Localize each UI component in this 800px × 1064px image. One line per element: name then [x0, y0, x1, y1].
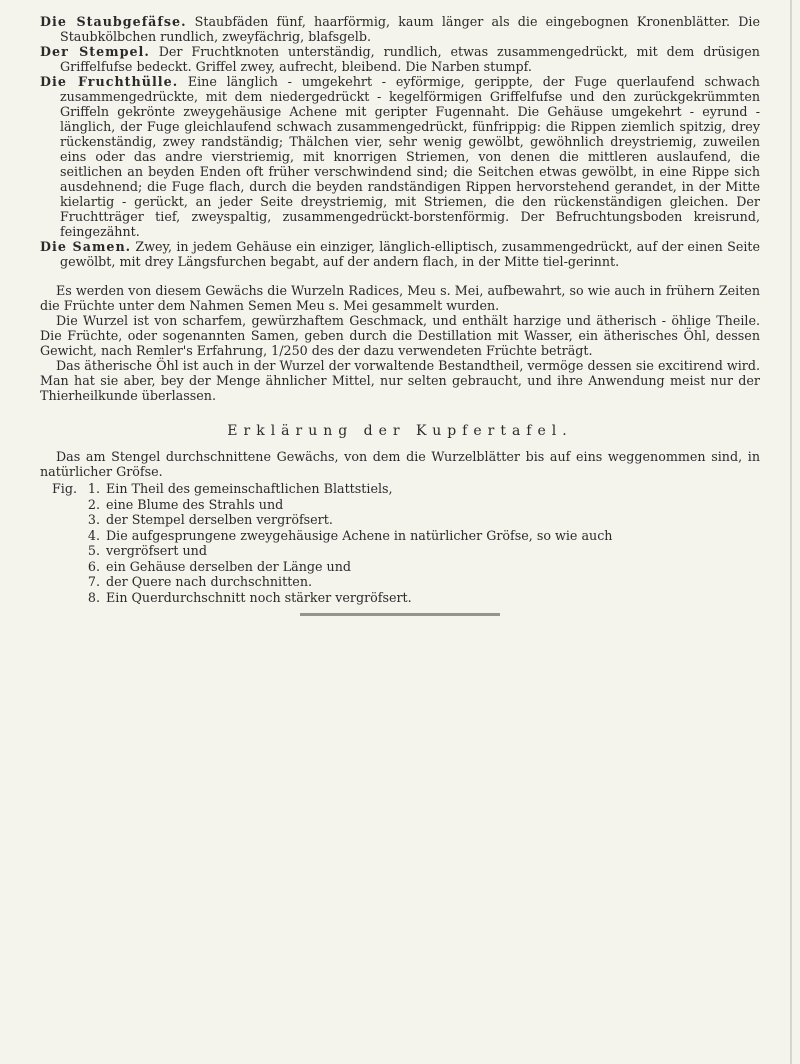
body-paragraph: Die Wurzel ist von scharfem, gewürzhaftem Geschmack, und enthält harzige und ätherisch - öhlige Theile. Die Früchte, oder sogenannten Samen, geben durch die Destillation mit Wasser, ein ätherisches Öhl, dessen Gewicht, nach Remler's Erfahrung, 1/250 des der dazu verwendeten Früchte beträgt. [40, 313, 760, 358]
figure-number: 1. [87, 481, 100, 496]
figure-text: der Quere nach durchschnitten. [106, 574, 313, 589]
section-lead: Die Samen. [40, 239, 132, 254]
figure-text: vergröfsert und [106, 543, 207, 558]
figure-item [52, 590, 760, 606]
section-stempel [40, 44, 760, 74]
plate-heading: Erklärung der Kupfertafel. [227, 423, 573, 439]
section-lead: Der Stempel. [40, 44, 150, 59]
figure-list [40, 481, 760, 605]
figure-label [52, 559, 80, 575]
section-text: Eine länglich - umgekehrt - eyförmige, gerippte, der Fuge querlaufend schwach zusammengedrückte, mit dem niedergedrückt - kegelförmigen Griffelfufse und den zurückgekrümmten Griffeln gekrönte zweygehäusige Achene mit geripter Fugennaht. Die Gehäuse umgekehrt - eyrund - länglich, der Fuge gleichlaufend schwach zusammengedrückt, fünfrippig: die Rippen ziemlich spitzig, drey rückenständig, zwey randständig; Thälchen vier, sehr wenig gewölbt, gewöhnlich dreystriemig, zuweilen eins oder das andre vierstriemig, mit knorrigen Striemen, von denen die mittleren auslaufend, die seitlichen an beyden Enden oft früher verschwindend sind; die Seitchen etwas gewölbt, in eine Rippe sich ausdehnend; die Fuge flach, durch die beyden randständigen Rippen hervorstehend gerandet, in der Mitte kielartig - gerückt, an jeder Seite dreystriemig, mit Striemen, die den rückenständigen gleichen. Der Fruchtträger tief, zweyspaltig, zusammengedrückt-borstenförmig. Der Befruchtungsboden kreisrund, feingezähnt. [60, 74, 760, 239]
explanation-intro: Das am Stengel durchschnittene Gewächs, von dem die Wurzelblätter bis auf eins weggenommen sind, in natürlicher Gröfse. [40, 449, 760, 479]
section-text: Der Fruchtknoten unterständig, rundlich, etwas zusammengedrückt, mit dem drüsigen Griffelfufse bedeckt. Griffel zwey, aufrecht, bleibend. Die Narben stumpf. [60, 44, 760, 74]
section-text: Staubfäden fünf, haarförmig, kaum länger als die eingebognen Kronenblätter. Die Staubkölbchen rundlich, zweyfächrig, blafsgelb. [60, 14, 760, 44]
figure-text: Ein Theil des gemeinschaftlichen Blattstiels, [106, 481, 393, 496]
figure-number: 2. [87, 496, 100, 512]
figure-label [52, 512, 80, 528]
figure-label [52, 543, 80, 559]
page-edge [790, 0, 792, 1064]
figure-item [52, 528, 760, 544]
section-text: Zwey, in jedem Gehäuse ein einziger, länglich-elliptisch, zusammengedrückt, auf der einen Seite gewölbt, mit drey Längsfurchen begabt, auf der andern flach, in der Mitte tiel-gerinnt. [60, 239, 760, 269]
figure-item [52, 574, 760, 590]
figure-text: Die aufgesprungene zweygehäusige Achene in natürlicher Gröfse, so wie auch [106, 527, 613, 543]
figure-label [52, 574, 80, 590]
figure-text: der Stempel derselben vergröfsert. [106, 512, 333, 527]
figure-label [52, 497, 80, 513]
section-lead: Die Fruchthülle. [40, 74, 179, 89]
body-paragraph: Das ätherische Öhl ist auch in der Wurzel der vorwaltende Bestandtheil, vermöge dessen sie excitirend wird. Man hat sie aber, bey der Menge ähnlicher Mittel, nur selten gebraucht, und ihre Anwendung meist nur der Thierheilkunde überlassen. [40, 358, 760, 403]
figure-item [52, 543, 760, 559]
figure-number: 3. [87, 512, 100, 527]
figure-item [52, 559, 760, 575]
section-fruchthuelle [40, 74, 760, 239]
section-staubgefaesse [40, 14, 760, 44]
figure-label [52, 590, 80, 606]
figure-text: Ein Querdurchschnitt noch stärker vergröfsert. [106, 589, 412, 605]
figure-item [52, 512, 760, 528]
figure-text: eine Blume des Strahls und [106, 496, 284, 512]
body-paragraph: Es werden von diesem Gewächs die Wurzeln Radices, Meu s. Mei, aufbewahrt, so wie auch in frühern Zeiten die Früchte unter dem Nahmen Semen Meu s. Mei gesammelt wurden. [40, 283, 760, 313]
figure-number: 4. [87, 527, 100, 543]
section-samen [40, 239, 760, 269]
figure-item [52, 497, 760, 513]
section-lead: Die Staubgefäfse. [40, 14, 187, 29]
figure-label [52, 528, 80, 544]
figure-number: 8. [87, 589, 100, 605]
figure-number: 5. [87, 543, 100, 558]
figure-number: 7. [87, 574, 100, 589]
figure-text: ein Gehäuse derselben der Länge und [106, 558, 351, 574]
figure-label: Fig. [52, 481, 78, 496]
closing-rule [300, 613, 500, 616]
figure-item [52, 481, 760, 497]
figure-number: 6. [87, 558, 100, 574]
